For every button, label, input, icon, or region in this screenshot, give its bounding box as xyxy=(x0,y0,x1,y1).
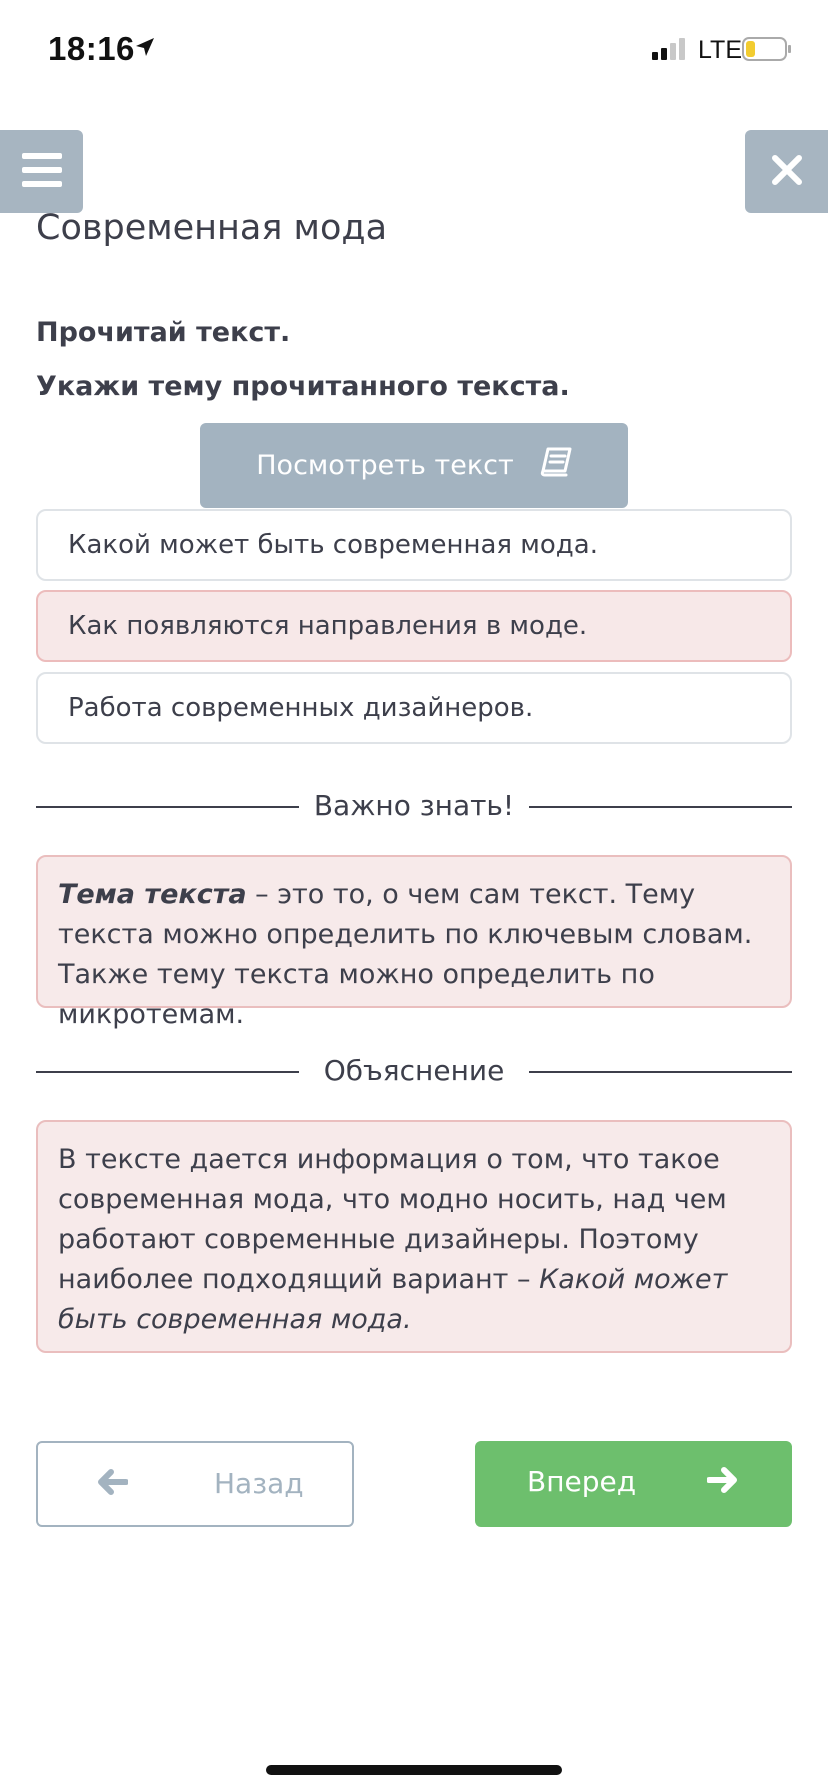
important-divider xyxy=(36,786,792,826)
explanation-divider xyxy=(36,1051,792,1091)
divider-line xyxy=(529,1071,792,1073)
location-arrow-icon xyxy=(134,36,156,62)
instruction-question: Укажи тему прочитанного текста. xyxy=(36,371,570,402)
close-icon xyxy=(772,155,802,189)
important-text: – это то, о чем сам текст. Тему текста можно определить по ключевым словам. Также тему текста можно определить по микротемам. xyxy=(58,879,753,1030)
important-box xyxy=(36,855,792,1030)
book-icon xyxy=(540,447,572,484)
explanation-heading: Объяснение xyxy=(323,1054,505,1087)
explanation-text: В тексте дается информация о том, что такое современная мода, что модно носить, над чем работают современные дизайнеры. Поэтому наиболее подходящий вариант – xyxy=(58,1144,727,1295)
answer-option[interactable] xyxy=(36,672,792,744)
explanation-answer: Какой может быть современная мода. xyxy=(58,1264,728,1335)
arrow-left-icon xyxy=(98,1469,128,1502)
status-bar xyxy=(0,0,828,100)
answer-option-label: Какой может быть современная мода. xyxy=(68,530,598,560)
next-button[interactable] xyxy=(475,1441,792,1527)
divider-line xyxy=(529,806,792,808)
explanation-box xyxy=(36,1120,792,1353)
back-button[interactable] xyxy=(36,1441,354,1527)
answer-option-selected[interactable] xyxy=(36,590,792,662)
home-indicator xyxy=(266,1765,562,1775)
page-title: Современная мода xyxy=(36,208,388,248)
answer-option[interactable] xyxy=(36,509,792,581)
important-heading: Важно знать! xyxy=(313,789,515,822)
answer-option-label: Как появляются направления в моде. xyxy=(68,611,588,641)
view-text-label: Посмотреть текст xyxy=(256,450,514,481)
instruction-read-text: Прочитай текст. xyxy=(36,317,291,348)
signal-icon xyxy=(652,38,690,64)
divider-line xyxy=(36,1071,299,1073)
battery-icon xyxy=(742,37,792,65)
answer-option-label: Работа современных дизайнеров. xyxy=(68,693,534,723)
status-time: 18:16 xyxy=(48,30,135,67)
important-term: Тема текста xyxy=(58,879,247,910)
close-button[interactable] xyxy=(745,130,828,213)
network-label: LTE xyxy=(698,36,742,64)
arrow-right-icon xyxy=(707,1467,737,1500)
hamburger-menu-icon xyxy=(22,153,62,191)
menu-button[interactable] xyxy=(0,130,83,213)
divider-line xyxy=(36,806,299,808)
back-label: Назад xyxy=(214,1467,304,1500)
view-text-button[interactable] xyxy=(200,423,628,508)
next-label: Вперед xyxy=(527,1465,637,1498)
